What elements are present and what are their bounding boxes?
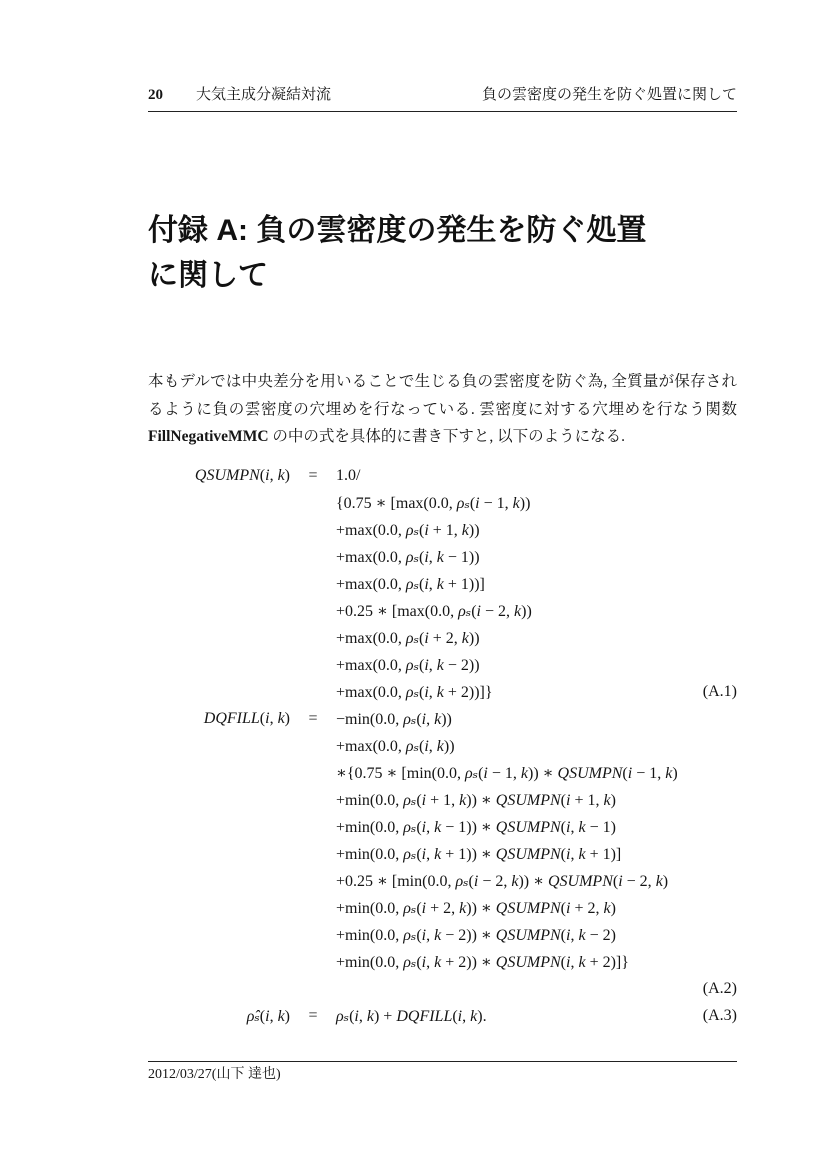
equation-row xyxy=(148,759,737,786)
equation-row xyxy=(148,543,737,570)
header-rule xyxy=(148,111,737,112)
equation-relation: = xyxy=(308,466,318,484)
equation-row xyxy=(148,921,737,948)
equation-rhs: +min(0.0, ρₛ(i, k − 2)) ∗ QSUMPN(i, k − 2) xyxy=(336,926,616,944)
equation-relation: = xyxy=(308,1006,318,1024)
appendix-title-line1: 付録 A: 負の雲密度の発生を防ぐ処置 xyxy=(148,214,647,247)
equation-lhs: QSUMPN(i, k) xyxy=(194,466,290,484)
equation-row xyxy=(148,1002,737,1029)
equation-rhs: +0.25 ∗ [max(0.0, ρₛ(i − 2, k)) xyxy=(336,602,532,620)
paragraph-text-1: 本もデルでは中央差分を用いることで生じる負の雲密度を防ぐ為, 全質量が保存されるように負の雲密度の穴埋めを行なっている. 雲密度に対する穴埋めを行なう関数 xyxy=(148,373,737,418)
appendix-title-line2: に関して xyxy=(148,259,268,292)
equation-rhs: +min(0.0, ρₛ(i + 1, k)) ∗ QSUMPN(i + 1, k) xyxy=(336,791,616,809)
equation-rhs: +min(0.0, ρₛ(i, k + 2)) ∗ QSUMPN(i, k + 2)]} xyxy=(336,953,629,971)
equation-rhs: ∗{0.75 ∗ [min(0.0, ρₛ(i − 1, k)) ∗ QSUMPN(i − 1, k) xyxy=(336,764,678,782)
equation-rhs: +max(0.0, ρₛ(i, k + 2))]} xyxy=(336,683,493,701)
equation-row xyxy=(148,462,737,489)
equation-relation: = xyxy=(308,709,318,727)
equation-rhs: +0.25 ∗ [min(0.0, ρₛ(i − 2, k)) ∗ QSUMPN(i − 2, k) xyxy=(336,872,669,890)
appendix-title xyxy=(148,208,748,298)
equation-rhs: +max(0.0, ρₛ(i, k − 2)) xyxy=(336,656,480,674)
equation-rhs: +min(0.0, ρₛ(i, k + 1)) ∗ QSUMPN(i, k + 1)] xyxy=(336,845,622,863)
equation-lhs: DQFILL(i, k) xyxy=(203,709,290,727)
equation-rhs: +max(0.0, ρₛ(i + 1, k)) xyxy=(336,521,480,539)
equation-row xyxy=(148,813,737,840)
equation-rhs: {0.75 ∗ [max(0.0, ρₛ(i − 1, k)) xyxy=(336,494,531,512)
equation-rhs: +max(0.0, ρₛ(i, k − 1)) xyxy=(336,548,480,566)
equation-rhs: 1.0/ xyxy=(336,466,361,484)
header-section-title: 大気主成分凝結対流 xyxy=(196,86,332,103)
equation-lhs: ρ̂ₛ(i, k) xyxy=(246,1007,290,1025)
equation-number: (A.2) xyxy=(702,979,737,997)
equation-block xyxy=(148,462,737,1029)
equation-rhs: +max(0.0, ρₛ(i + 2, k)) xyxy=(336,629,480,647)
equation-rhs: ρₛ(i, k) + DQFILL(i, k). xyxy=(336,1007,487,1025)
equation-row xyxy=(148,786,737,813)
equation-row xyxy=(148,948,737,975)
equation-number: (A.3) xyxy=(702,1006,737,1024)
equation-rhs: +max(0.0, ρₛ(i, k + 1))] xyxy=(336,575,485,593)
equation-row xyxy=(148,651,737,678)
header-chapter-title: 負の雲密度の発生を防ぐ処置に関して xyxy=(481,86,737,103)
equation-row xyxy=(148,597,737,624)
equation-rhs: −min(0.0, ρₛ(i, k)) xyxy=(336,710,452,728)
page-number: 20 xyxy=(148,87,163,103)
equation-rhs: +min(0.0, ρₛ(i, k − 1)) ∗ QSUMPN(i, k − 1) xyxy=(336,818,616,836)
equation-row xyxy=(148,489,737,516)
equation-row xyxy=(148,894,737,921)
equation-row xyxy=(148,570,737,597)
equation-row xyxy=(148,678,737,705)
equation-row xyxy=(148,840,737,867)
footer-date-author: 2012/03/27(山下 達也) xyxy=(148,1067,281,1082)
equation-number: (A.1) xyxy=(702,682,737,700)
paragraph-text-2: の中の式を具体的に書き下すと, 以下のようになる. xyxy=(268,428,626,445)
equation-row xyxy=(148,867,737,894)
footer-rule xyxy=(148,1061,737,1062)
equation-rhs: +min(0.0, ρₛ(i + 2, k)) ∗ QSUMPN(i + 2, k) xyxy=(336,899,616,917)
equation-row xyxy=(148,732,737,759)
equation-row xyxy=(148,705,737,732)
equation-row xyxy=(148,516,737,543)
equation-row xyxy=(148,624,737,651)
equation-row xyxy=(148,975,737,1002)
body-paragraph xyxy=(148,368,737,451)
function-name-bold: FillNegativeMMC xyxy=(148,428,269,445)
page-header xyxy=(148,84,737,106)
equation-rhs: +max(0.0, ρₛ(i, k)) xyxy=(336,737,455,755)
